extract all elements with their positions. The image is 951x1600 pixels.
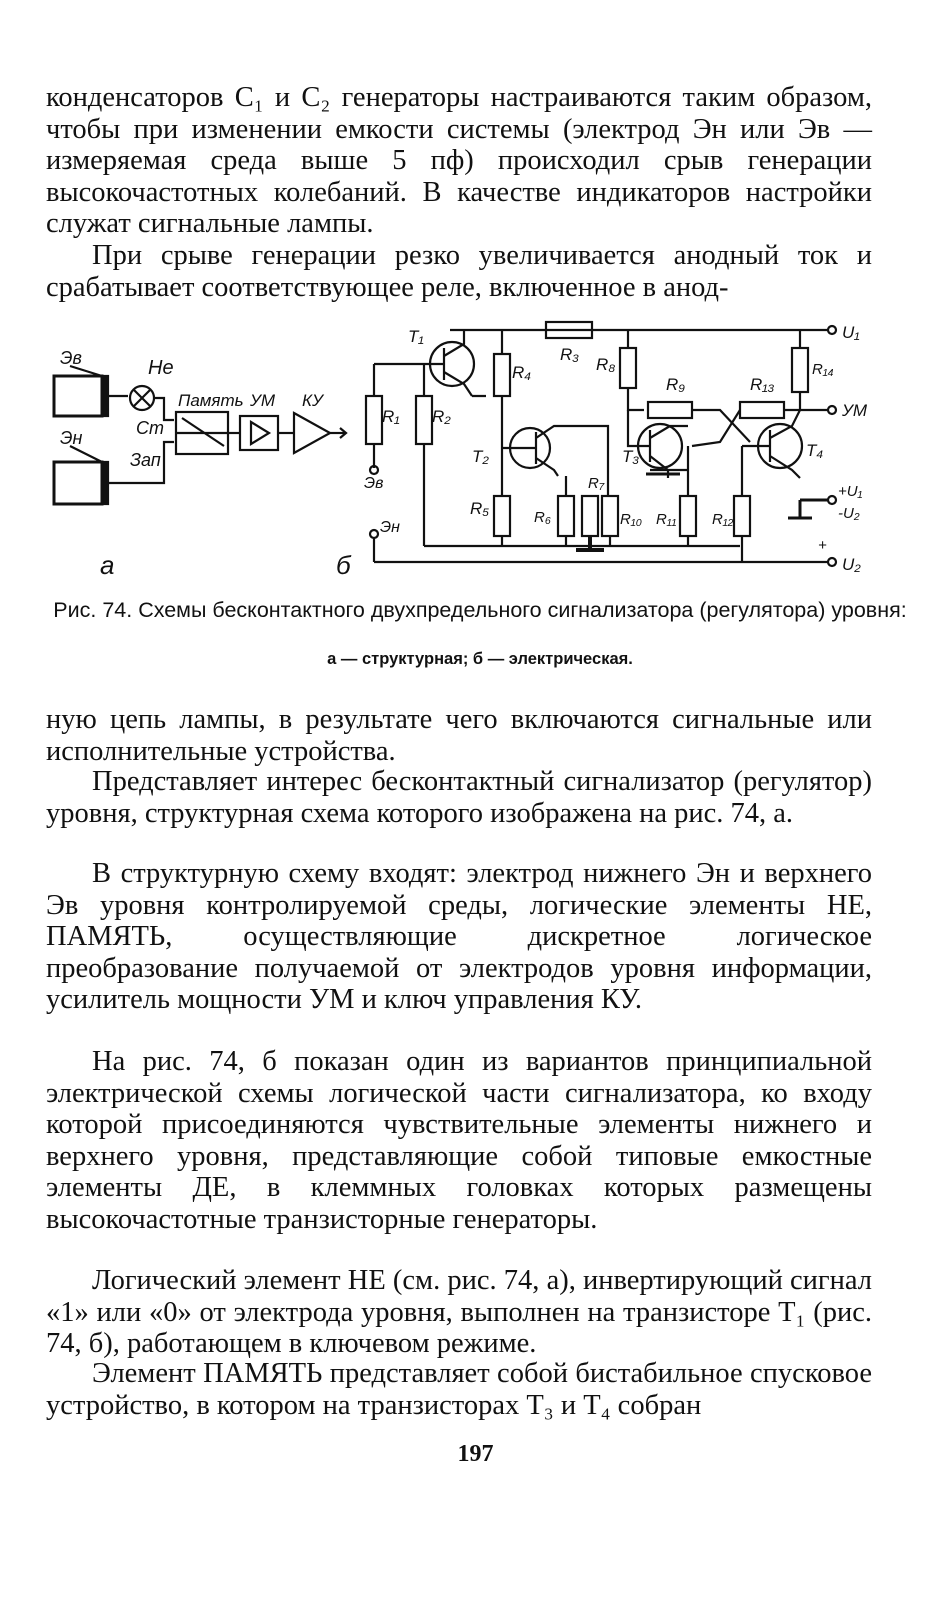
label-t2: T₂ [472, 447, 489, 466]
label-a-ev: Эв [60, 348, 82, 368]
supply-ground [788, 500, 828, 518]
r5-body [494, 496, 510, 536]
label-r12: R₁₂ [712, 511, 734, 528]
r9-cross [692, 410, 750, 442]
label-a-en: Эн [60, 428, 83, 448]
label-a-ku: КУ [302, 391, 323, 410]
figure-caption: Рис. 74. Схемы бесконтактного двухпредельного сигнализатора (регулятора) уровня: [53, 598, 907, 622]
r11-body [680, 496, 696, 536]
paragraph-2: При срыве генерации резко увеличивается анодный ток и срабатывает соответствующее реле, включенное в анод- [46, 240, 872, 303]
label-r8: R₈ [596, 355, 616, 374]
label-t1: T₁ [408, 327, 424, 346]
wire-ne-st [154, 398, 174, 420]
r13-body [740, 402, 784, 418]
label-r4: R₄ [512, 363, 532, 382]
t4-leads [742, 410, 800, 478]
ne-cross [134, 390, 150, 406]
r7-body [582, 496, 598, 536]
r8-body [620, 348, 636, 388]
paragraph-7: Логический элемент НЕ (см. рис. 74, а), инвертирующий сигнал «1» или «0» от электрода уровня, выполнен на транзисторе T₁ (рис. 74, б), работающем в ключевом режиме. [46, 1265, 872, 1360]
paragraph-4: Представляет интерес бесконтактный сигнализатор (регулятор) уровня, структурная схема которого изображена на рис. 74, а. [46, 766, 872, 829]
electrode-upper [54, 376, 102, 416]
um-block [240, 416, 278, 450]
label-r9: R₉ [666, 375, 686, 394]
terminal-plus-u1 [828, 496, 836, 504]
label-t4: T₄ [806, 441, 824, 460]
paragraph-3: ную цепь лампы, в результате чего включаются сигнальные или исполнительные устройства. [46, 704, 872, 767]
label-b-um: УМ [842, 401, 868, 420]
label-minus-u2: -U₂ [838, 505, 860, 522]
memory-inner [176, 418, 228, 446]
ground-symbol [576, 536, 604, 550]
r6-body [558, 496, 574, 536]
lead-lower [70, 446, 102, 462]
label-a-ne: Не [148, 357, 174, 379]
r12-body [734, 496, 750, 536]
electrical-labels [336, 323, 868, 580]
schematic-diagram [40, 318, 920, 594]
terminal-um [828, 406, 836, 414]
paragraph-6: На рис. 74, б показан один из вариантов принципиальной электрической схемы логической части сигнализатора, ко входу которой присоединяются чувствительные элементы нижнего и верхнего уровня, представляющие собой типовые емкостные элементы ДЕ, в клеммных головках которых размещены высокочастотные транзисторные генераторы. [46, 1046, 872, 1235]
electrode-upper-cap [102, 376, 108, 416]
label-r14: R₁₄ [812, 361, 834, 378]
label-r1: R₁ [382, 407, 400, 426]
label-r13: R₁₃ [750, 375, 775, 394]
ku-triangle [294, 413, 330, 453]
label-u1: U₁ [842, 323, 860, 342]
structural-scheme [54, 366, 346, 504]
label-a-pamyat: Память [178, 391, 244, 410]
label-b-en: Эн [380, 519, 400, 536]
structural-labels [60, 348, 325, 580]
label-r11: R₁₁ [656, 511, 677, 528]
label-panel-b: б [336, 550, 351, 580]
page-number: 197 [457, 1441, 494, 1467]
electrode-lower [54, 462, 102, 504]
terminal-u2 [828, 558, 836, 566]
label-a-st: Ст [136, 418, 164, 438]
electrode-lower-cap [102, 462, 108, 504]
label-t3: T₃ [622, 447, 640, 466]
label-u2: U₂ [842, 555, 861, 574]
r10-body [602, 496, 618, 536]
label-plus-u1: +U₁ [838, 483, 863, 500]
r2-body [416, 396, 432, 444]
paragraph-5: В структурную схему входят: электрод нижнего Эн и верхнего Эв уровня контролируемой среды, логические элементы НЕ, ПАМЯТЬ, осуществляющие дискретное логическое преобразование получаемой от электродов уровня информации, усилитель мощности УМ и ключ управления КУ. [46, 858, 872, 1016]
figure-subcaption: а — структурная; б — электрическая. [327, 650, 633, 668]
terminal-u1 [828, 326, 836, 334]
label-r6: R₆ [534, 509, 551, 526]
r9-body [648, 402, 692, 418]
label-r7: R₇ [588, 475, 605, 492]
label-a-um: УМ [250, 391, 276, 410]
label-r2: R₂ [432, 407, 451, 426]
paragraph-8: Элемент ПАМЯТЬ представляет собой бистабильное спусковое устройство, в котором на транзисторах T₃ и T₄ собран [46, 1358, 872, 1421]
label-r10: R₁₀ [620, 511, 642, 528]
r1-body [366, 396, 382, 444]
label-plus: + [818, 537, 827, 554]
label-a-zap: Зап [130, 450, 161, 470]
label-r5: R₅ [470, 499, 490, 518]
um-triangle [251, 422, 269, 444]
r8-bottom-wire [628, 388, 644, 410]
figure-74 [40, 318, 920, 594]
terminal-en [370, 530, 378, 538]
paragraph-1: конденсаторов C₁ и C₂ генераторы настраиваются таким образом, чтобы при изменении емкости системы (электрод Эн или Эв — измеряемая среда выше 5 пф) происходил срыв генерации высокочастотных колебаний. В качестве индикаторов настройки служат сигнальные лампы. [46, 82, 872, 240]
label-panel-a: а [100, 550, 115, 580]
r14-bottom-wire [800, 392, 828, 410]
label-b-ev: Эв [364, 475, 384, 492]
r14-body [792, 348, 808, 392]
label-r3: R₃ [560, 345, 580, 364]
r4-body [494, 354, 510, 396]
